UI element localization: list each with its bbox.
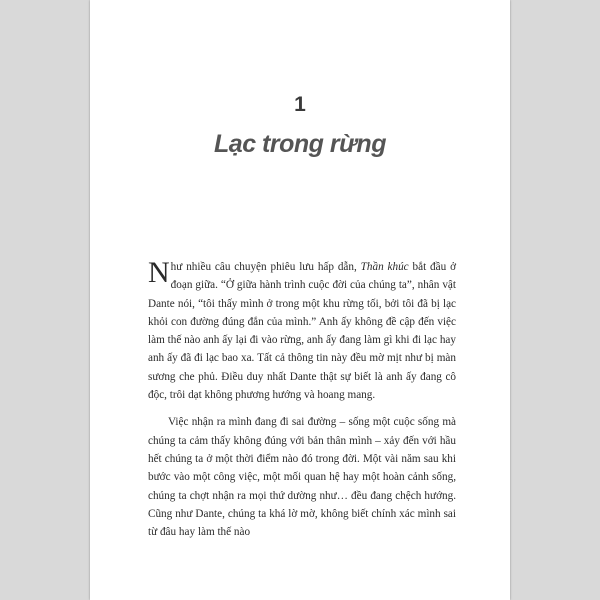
paragraph-1-text-rest: bắt đầu ở đoạn giữa. “Ở giữa hành trình cuộc đời của chúng ta”, nhân vật Dante nói, “tôi thấy mình ở trong một khu rừng tối, bởi tôi đã bị lạc khỏi con đường đúng đắn của mình.” Anh ấy không đề cập đến việc làm thế nào anh ấy lại đi vào rừng, anh ấy đang làm gì khi đi lạc hay anh ấy đã đi lạc bao xa. Tất cả thông tin này đều mờ mịt như bị màn sương che phủ. Điều duy nhất Dante thật sự biết là anh ấy đang cô độc, trôi dạt không phương hướng và hoang mang. xyxy=(148,261,456,402)
chapter-number: 1 xyxy=(294,93,306,116)
book-page xyxy=(90,0,510,600)
chapter-body xyxy=(148,258,456,541)
paragraph-2: Việc nhận ra mình đang đi sai đường – sống một cuộc sống mà chúng ta cảm thấy không đúng với bản thân mình – xảy đến với hầu hết chúng ta ở một thời điểm nào đó trong đời. Một vài năm sau khi bước vào một công việc, một mối quan hệ hay một hoàn cảnh sống, chúng ta chợt nhận ra mọi thứ dường như… đều đang chệch hướng. Cũng như Dante, chúng ta khá lờ mờ, không biết chính xác mình sai từ đâu hay làm thế nào xyxy=(148,416,456,539)
paragraph-1 xyxy=(148,258,456,404)
drop-cap: N xyxy=(148,256,170,289)
chapter-title: Lạc trong rừng xyxy=(214,130,386,158)
paragraph-1-text-start: hư nhiều câu chuyện phiêu lưu hấp dẫn, xyxy=(170,261,361,273)
book-title-italic: Thần khúc xyxy=(360,261,409,273)
